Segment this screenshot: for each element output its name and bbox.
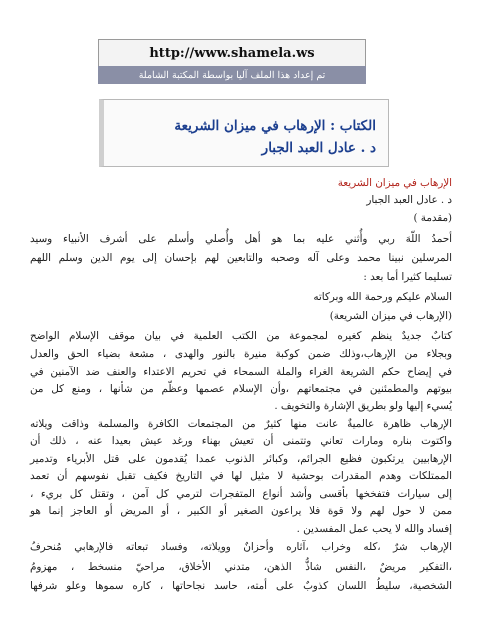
text-line: ،التفكير مريضٌ ،النفس شاذُّ الذهن، متدني الأخلاق، مراحيّ منسخط ، مهزومُ [30, 561, 452, 573]
text-line: إلى سيارات فتفخخها بأقسى وأشد أنواع المتفجرات لترمي كل آمن ، وتقتل كل بريء ، [30, 488, 452, 500]
text-line: الإرهابيين يرتكبون فظيع الجرائم، وكبائر الذنوب عمدا يُقدمون على قتل الأبرياء وتدمير [30, 453, 452, 465]
text-line: بيوتهم والمطمئنين في مجتمعاتهم ،وأن الإسلام عصمها وعظّم من شأنها ، ومنع كل من [30, 383, 452, 395]
text-line: يُسيء إليها ولو بطريق الإشارة والتخويف . [274, 400, 452, 412]
text-line: الإرهاب شرٌ ،كله وخراب ،آثاره وأحزانٌ وويلاته، وفساد تبعاته فالإرهابي مُنحرفُ [30, 541, 452, 553]
text-line: في إيضاح حكم الشريعة الغراء والملة السمحاء في تحريم الاعتداء والعنف ضد الآمنين في [30, 366, 452, 378]
text-line: واكتوت بناره ومارات تعاني وتتمنى أن تعيش بهناء ورغد عيش بعيدا عنه ، ذلك أن [30, 435, 452, 447]
text-line: الشخصية، سليطُ اللسان كذوبٌ على أمته، حاسد نجاحاتها ، كاره سموها وعلو شرفها [30, 580, 452, 592]
book-title: الكتاب : الإرهاب في ميزان الشريعة [174, 118, 376, 134]
book-info-box [99, 99, 389, 167]
text-line: وبجلاء من الإرهاب،وذلك ضمن كوكبة منيرة بالنور والهدى ، مشعة بضياء الحق والعدل [30, 348, 452, 360]
source-banner: تم إعداد هذا الملف آليا بواسطة المكتبة الشاملة [98, 66, 366, 84]
intro-heading: (مقدمة ) [413, 212, 452, 224]
section-heading: الإرهاب في ميزان الشريعة [337, 177, 452, 189]
text-line: كتابٌ جديدٌ ينظم كغيره لمجموعة من الكتب العلمية في بيان موقف الإسلام الواضح [30, 330, 452, 342]
greeting-line: السلام عليكم ورحمة الله وبركاته [313, 291, 452, 303]
text-line: الإرهاب ظاهرة عالميةٌ عانت منها كثيرٌ من المجتمعات الكافرة والمسلمة وذاقت ويلاته [30, 418, 452, 430]
text-line: المرسلين نبينا محمد وعلى آله وصحبه والتابعين لهم بإحسان إلى يوم الدين وسلم اللهم [30, 252, 452, 264]
text-line: تسليما كثيرا أما بعد : [363, 271, 452, 283]
text-line: ممن لا حول لهم ولا قوة فلا يراعون الصغير أو الكبير ، أو المريض أو العاجز إنما هو [30, 505, 452, 517]
text-line: إفساد والله لا يحب عمل المفسدين . [296, 523, 452, 535]
text-line: أحمدُ اللّهَ ربي وأُثني عليه بما هو أهل وأُصلي وأسلم على أشرف الأنبياء وسيد [30, 233, 452, 245]
book-name-line: (الإرهاب في ميزان الشريعة) [329, 310, 452, 322]
book-author: د . عادل العبد الجبار [261, 140, 376, 156]
author-line: د . عادل العبد الجبار [366, 194, 452, 206]
text-line: الممتلكات وهدم المقدرات بوحشية لا مثيل لها في التاريخ فكيف تقبل نفوسهم أن تعمد [30, 470, 452, 482]
site-url[interactable]: http://www.shamela.ws [98, 39, 366, 67]
